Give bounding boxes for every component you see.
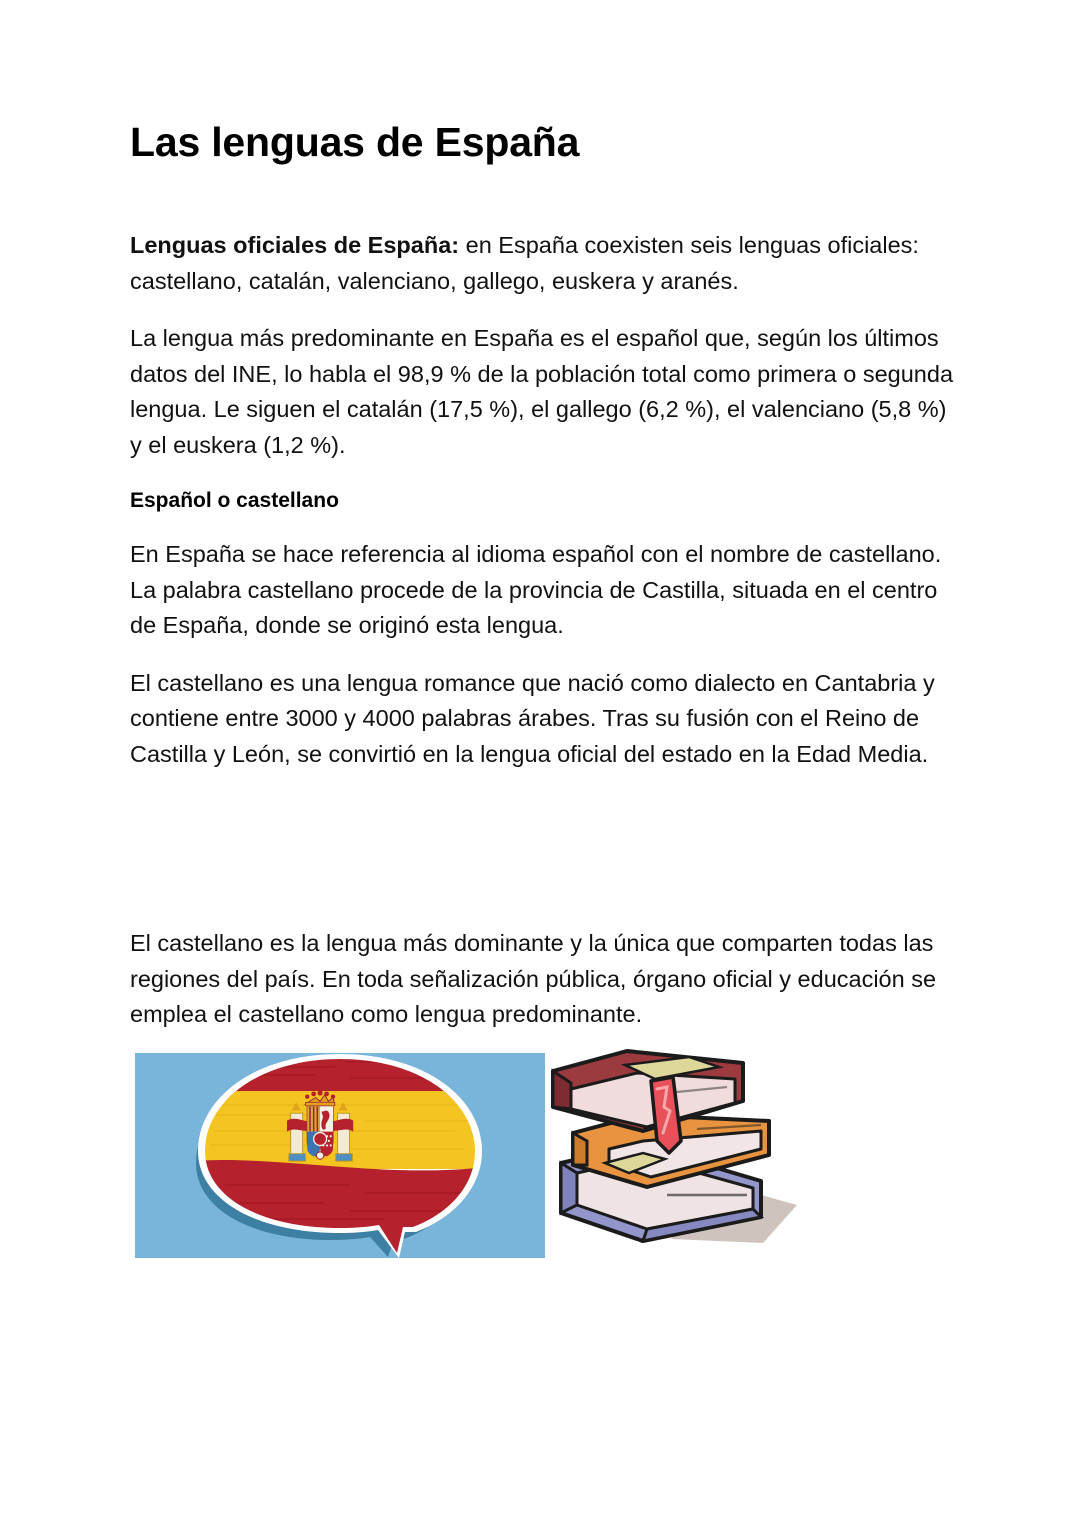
- subheading-espanol-o-castellano: Español o castellano: [130, 489, 339, 513]
- paragraph-lengua-romance: El castellano es una lengua romance que nació como dialecto en Cantabria y contiene entre 3000 y 4000 palabras árabes. Tras su fusión con el Reino de Castilla y León, se convirtió en la lengua oficial del estado en la Edad Media.: [130, 669, 935, 767]
- vertical-spacer: [130, 794, 954, 926]
- book-stack-graphic: [547, 1045, 815, 1267]
- document-body: [130, 118, 954, 1055]
- figure-row: [135, 1053, 815, 1265]
- paragraph-lenguas-oficiales: [130, 228, 954, 299]
- page-title: Las lenguas de España: [130, 119, 580, 165]
- paragraph-referencia-castellano: En España se hace referencia al idioma español con el nombre de castellano. La palabra castellano procede de la provincia de Castilla, situada en el centro de España, donde se originó esta lengua.: [130, 541, 942, 639]
- flag-bubble-graphic: [135, 1053, 545, 1258]
- paragraph-lead-in: Lenguas oficiales de España:: [130, 232, 460, 259]
- paragraph-lengua-dominante: El castellano es la lengua más dominante y la única que comparten todas las regiones del país. En toda señalización pública, órgano oficial y educación se emplea el castellano como lengua predominante.: [130, 930, 937, 1028]
- spanish-flag-speech-bubble-image: [135, 1053, 545, 1258]
- book-stack-clipart-image: [547, 1045, 815, 1267]
- paragraph-text: en España coexisten seis lenguas oficiales: castellano, catalán, valenciano, gallego, euskera y aranés.: [130, 232, 919, 294]
- paragraph-lengua-predominante: La lengua más predominante en España es el español que, según los últimos datos del INE, lo habla el 98,9 % de la población total como primera o segunda lengua. Le siguen el catalán (17,5 %), el gallego (6,2 %), el valenciano (5,8 %) y el euskera (1,2 %).: [130, 325, 954, 458]
